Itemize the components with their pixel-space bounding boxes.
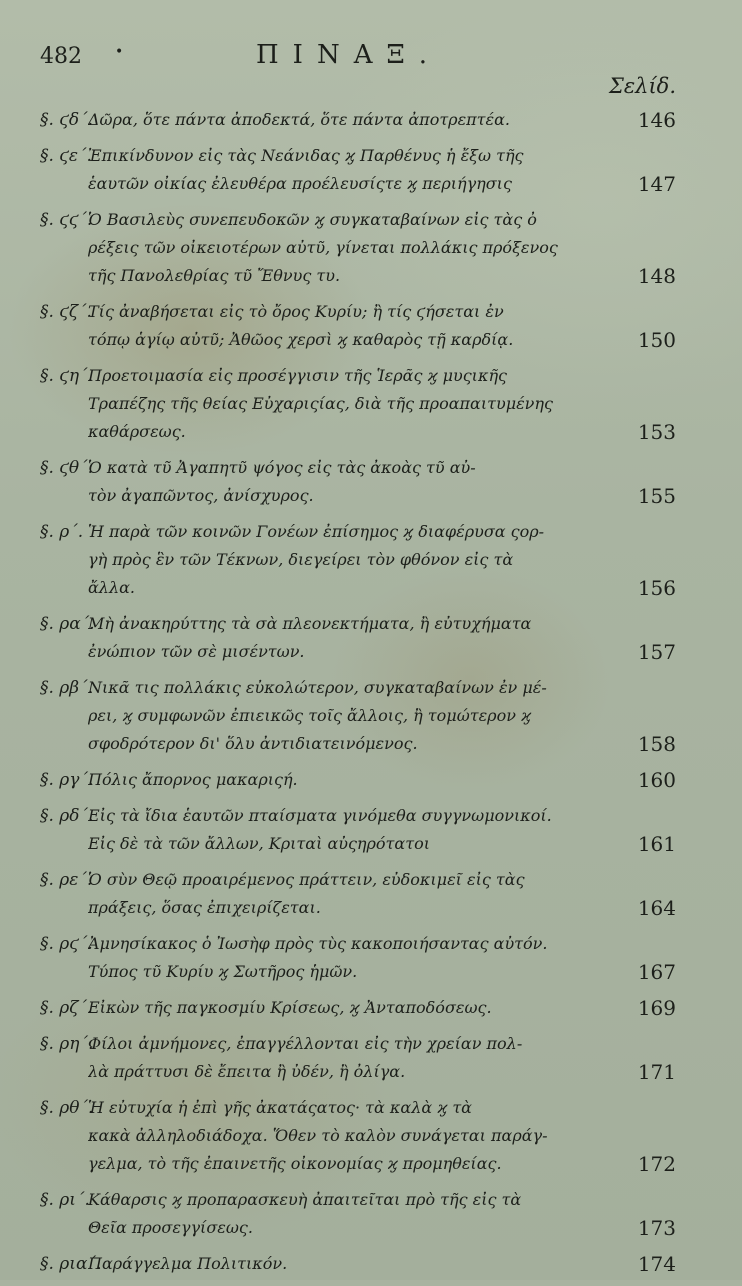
entry-text-line: γελμα, τὸ τῆς ἐπαινετῆς οἰκονομίας ϗ προμηθείας. [88,1154,502,1173]
index-entry [40,610,680,666]
index-entry [40,1186,680,1242]
entry-page-number: 164 [637,896,676,920]
index-entry [40,1250,680,1278]
entry-text-line: Πόλις ἄπορνος μακαριςή. [88,770,298,789]
entry-page-number: 173 [637,1216,676,1240]
index-entry [40,518,680,602]
entry-page-number: 158 [637,732,676,756]
index-entry [40,206,680,290]
index-entry [40,930,680,986]
entry-text-line: Κάθαρσις ϗ προπαρασκευὴ ἀπαιτεῖται πρὸ τῆς εἰς τὰ [88,1190,522,1209]
entry-page-number: 174 [637,1252,676,1276]
entry-text-line: Νικᾶ τις πολλάκις εὐκολώτερον, συγκαταβαίνων ἐν μέ- [88,678,547,697]
entry-text-line: γὴ πρὸς ἓν τῶν Τέκνων, διεγείρει τὸν φθόνον εἰς τὰ [88,550,514,569]
entry-text-line: Εἰκὼν τῆς παγκοσμίυ Κρίσεως, ϗ Ἀνταποδόσεως. [88,998,492,1017]
section-number: §. ρ΄. [40,522,84,542]
entry-text-line: Θεῖα προσεγγίσεως. [88,1218,253,1237]
section-number: §. ρζ΄. [40,998,93,1018]
entry-text-line: Εἰς τὰ ἴδια ἑαυτῶν πταίσματα γινόμεθα συγγνωμονικοί. [88,806,552,825]
page-header [40,40,690,80]
section-number: §. ρα΄. [40,614,95,634]
section-number: §. ϛδ΄. [40,110,93,130]
entry-page-number: 167 [637,960,676,984]
index-entry [40,1094,680,1178]
entry-text-line: Ἐπικίνδυνον εἰς τὰς Νεάνιδας ϗ Παρθένυς ἡ ἔξω τῆς [88,146,524,165]
entry-text-line: Παράγγελμα Πολιτικόν. [88,1254,288,1273]
entry-page-number: 171 [637,1060,676,1084]
entry-text-line: Τύπος τῦ Κυρίυ ϗ Σωτῆρος ἡμῶν. [88,962,358,981]
index-entry [40,298,680,354]
entry-page-number: 172 [637,1152,676,1176]
section-number: §. ρθ΄. [40,1098,94,1118]
section-number: §. ρϛ΄. [40,934,93,954]
entry-text-line: Ἡ παρὰ τῶν κοινῶν Γονέων ἐπίσημος ϗ διαφέρυσα ςορ- [88,522,545,541]
entry-page-number: 157 [637,640,676,664]
section-number: §. ρε΄. [40,870,93,890]
entry-text-line: Ὁ κατὰ τῦ Ἀγαπητῦ ψόγος εἰς τὰς ἀκοὰς τῦ αὐ- [88,458,476,477]
entry-text-line: ρει, ϗ συμφωνῶν ἐπιεικῶς τοῖς ἄλλοις, ἢ τομώτερον ϗ [88,706,531,725]
entry-text-line: Δῶρα, ὅτε πάντα ἀποδεκτά, ὅτε πάντα ἀποτρεπτέα. [88,110,511,129]
entry-text-line: ἄλλα. [88,578,135,597]
entry-page-number: 160 [637,768,676,792]
entry-text-line: Ὁ Βασιλεὺς συνεπευδοκῶν ϗ συγκαταβαίνων εἰς τὰς ὀ [88,210,537,229]
index-entry [40,994,680,1022]
entry-text-line: ρέξεις τῶν οἰκειοτέρων αὐτῦ, γίνεται πολλάκις πρόξενος [88,238,558,257]
section-number: §. ρη΄. [40,1034,94,1054]
section-number: §. ρδ΄. [40,806,94,826]
entry-text-line: κακὰ ἀλληλοδιάδοχα. Ὅθεν τὸ καλὸν συνάγεται παράγ- [88,1126,548,1145]
entry-text-line: Προετοιμασία εἰς προσέγγισιν τῆς Ἱερᾶς ϗ μυςικῆς [88,366,507,385]
entry-text-line: Τίς ἀναβήσεται εἰς τὸ ὄρος Κυρίυ; ἢ τίς ϛήσεται ἐν [88,302,504,321]
entry-text-line: Ἀμνησίκακος ὁ Ἰωσὴφ πρὸς τὺς κακοποιήσαντας αὐτόν. [88,934,548,953]
index-entry [40,142,680,198]
entry-text-line: Εἰς δὲ τὰ τῶν ἄλλων, Κριταὶ αὐςηρότατοι [88,834,430,853]
section-number: §. ϛϛ΄. [40,210,93,230]
entry-page-number: 156 [637,576,676,600]
running-title: ΠΙΝΑΞ. [256,40,442,70]
entry-text-line: πράξεις, ὅσας ἐπιχειρίζεται. [88,898,321,917]
entry-page-number: 148 [637,264,676,288]
entry-page-number: 146 [637,108,676,132]
index-entry [40,766,680,794]
section-number: §. ρια΄. [40,1254,102,1274]
index-entries [40,106,680,1286]
entry-text-line: τὸν ἀγαπῶντος, ἀνίσχυρος. [88,486,314,505]
entry-text-line: τῆς Πανολεθρίας τῦ Ἔθνυς τυ. [88,266,341,285]
entry-page-number: 169 [637,996,676,1020]
index-entry [40,802,680,858]
section-number: §. ρβ΄. [40,678,94,698]
entry-text-line: Τραπέζης τῆς θείας Εὐχαριςίας, διὰ τῆς προαπαιτυμένης [88,394,553,413]
entry-text-line: λὰ πράττυσι δὲ ἔπειτα ἢ ὐδέν, ἢ ὀλίγα. [88,1062,406,1081]
section-number: §. ρι΄. [40,1190,90,1210]
index-entry [40,674,680,758]
page-column-label: Σελίδ. [609,74,676,98]
entry-page-number: 161 [637,832,676,856]
section-number: §. ργ΄. [40,770,94,790]
page-number: 482 [40,44,82,69]
index-entry [40,362,680,446]
index-entry [40,1030,680,1086]
index-entry [40,454,680,510]
section-number: §. ϛη΄. [40,366,93,386]
header-dot: • [115,44,124,60]
entry-text-line: καθάρσεως. [88,422,186,441]
entry-text-line: σφοδρότερον δι' ὅλυ ἀντιδιατεινόμενος. [88,734,418,753]
entry-text-line: ἑαυτῶν οἰκίας ἐλευθέρα προέλευσίςτε ϗ περιήγησις [88,174,512,193]
entry-text-line: Μὴ ἀνακηρύττης τὰ σὰ πλεονεκτήματα, ἢ εὐτυχήματα [88,614,532,633]
entry-page-number: 147 [637,172,676,196]
index-entry [40,106,680,134]
entry-page-number: 150 [637,328,676,352]
entry-text-line: ἐνώπιον τῶν σὲ μισέντων. [88,642,305,661]
entry-text-line: Φίλοι ἀμνήμονες, ἐπαγγέλλονται εἰς τὴν χρείαν πολ- [88,1034,523,1053]
entry-page-number: 153 [637,420,676,444]
index-entry [40,866,680,922]
section-number: §. ϛθ΄. [40,458,93,478]
section-number: §. ϛε΄. [40,146,92,166]
section-number: §. ϛζ΄. [40,302,92,322]
entry-text-line: Ὁ σὺν Θεῷ προαιρέμενος πράττειν, εὐδοκιμεῖ εἰς τὰς [88,870,525,889]
entry-text-line: Ἡ εὐτυχία ἡ ἐπὶ γῆς ἀκατάςατος· τὰ καλὰ ϗ τὰ [88,1098,472,1117]
entry-page-number: 155 [637,484,676,508]
entry-text-line: τόπῳ ἁγίῳ αὐτῦ; Ἀθῶος χερσὶ ϗ καθαρὸς τῇ καρδίᾳ. [88,330,514,349]
